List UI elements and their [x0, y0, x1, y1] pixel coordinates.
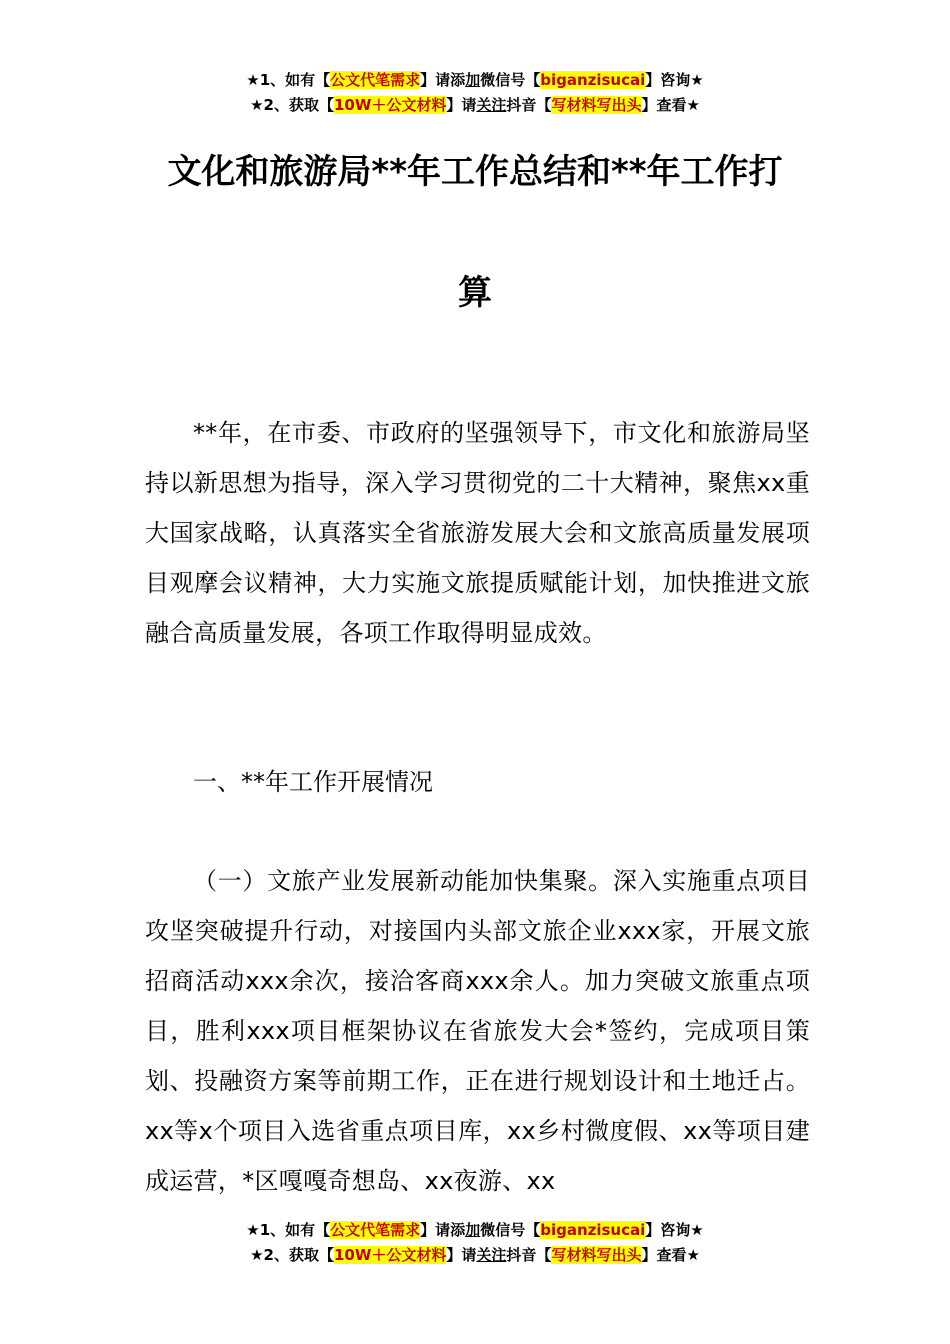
- ad-line-1: ★1、如有【公文代笔需求】请添加微信号【biganzisucai】咨询★: [246, 1221, 704, 1239]
- ad-wechat-id: biganzisucai: [540, 71, 646, 89]
- ad-line-2: ★2、获取【10W＋公文材料】请关注抖音【写材料写出头】查看★: [250, 96, 700, 114]
- ad-highlight: 公文代笔需求: [330, 71, 421, 89]
- intro-paragraph: **年，在市委、市政府的坚强领导下，市文化和旅游局坚持以新思想为指导，深入学习贯彻党的二十大精神，聚焦xx重大国家战略，认真落实全省旅游发展大会和文旅高质量发展项目观摩会议精神，大力实施文旅提质赋能计划，加快推进文旅融合高质量发展，各项工作取得明显成效。: [145, 419, 810, 647]
- ad-line-2: ★2、获取【10W＋公文材料】请关注抖音【写材料写出头】查看★: [250, 1246, 700, 1264]
- body-clip: [145, 856, 810, 1206]
- document-title-line-2: 算: [458, 273, 492, 313]
- ad-highlight: 10W＋公文材料: [333, 96, 447, 114]
- ad-line-1: ★1、如有【公文代笔需求】请添加微信号【biganzisucai】咨询★: [246, 71, 704, 89]
- ad-douyin-id: 写材料写出头: [551, 96, 642, 114]
- section-heading: 一、**年工作开展情况: [193, 768, 433, 796]
- subsection-paragraph: （一）文旅产业发展新动能加快集聚。深入实施重点项目攻坚突破提升行动，对接国内头部文旅企业xxx家，开展文旅招商活动xxx余次，接洽客商xxx余人。加力突破文旅重点项目，胜利xxx项目框架协议在省旅发大会*签约，完成项目策划、投融资方案等前期工作，正在进行规划设计和土地迁占。xx等x个项目入选省重点项目库，xx乡村微度假、xx等项目建成运营，*区嘎嘎奇想岛、xx夜游、xx: [145, 867, 810, 1195]
- ad-highlight: 10W＋公文材料: [333, 1246, 447, 1264]
- document-title-line-1: 文化和旅游局**年工作总结和**年工作打: [167, 152, 783, 192]
- ad-douyin-id: 写材料写出头: [551, 1246, 642, 1264]
- ad-highlight: 公文代笔需求: [330, 1221, 421, 1239]
- ad-wechat-id: biganzisucai: [540, 1221, 646, 1239]
